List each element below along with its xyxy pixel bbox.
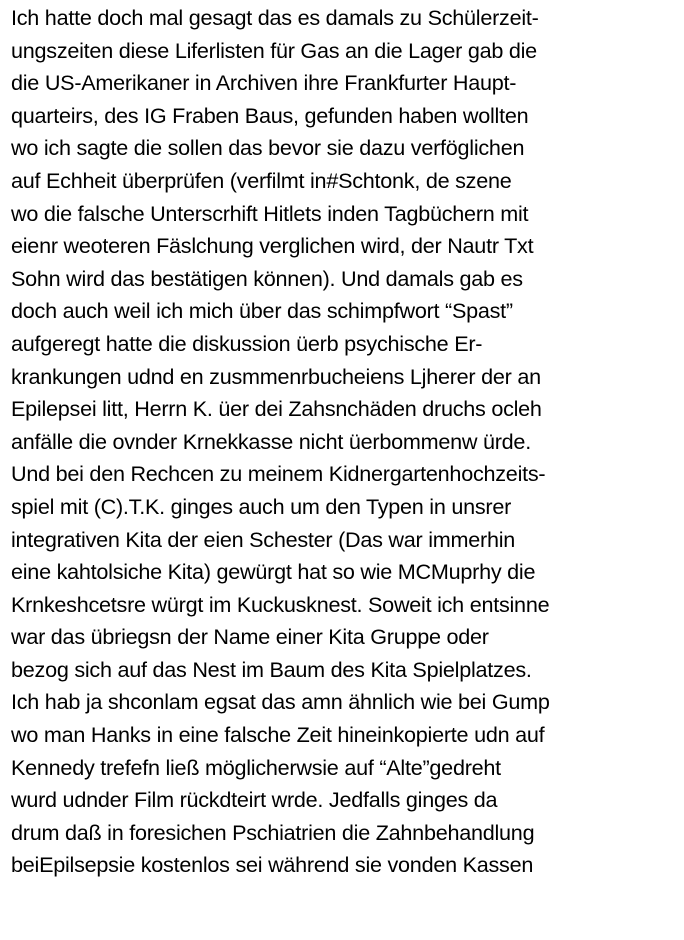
text-line: Ich hatte doch mal gesagt das es damals zu Schülerzeit- (11, 5, 539, 30)
text-line: spiel mit (C).T.K. ginges auch um den Typen in unsrer (11, 493, 512, 519)
text-line: quarteirs, des IG Fraben Baus, gefunden haben wollten (11, 102, 529, 128)
text-line: die US-Amerikaner in Archiven ihre Frankfurter Haupt- (11, 70, 517, 96)
text-line: Kennedy trefefn ließ möglicherwsie auf “Alte”gedreht (11, 754, 501, 780)
text-line: doch auch weil ich mich über das schimpfwort “Spast” (11, 298, 513, 324)
text-line: wo man Hanks in eine falsche Zeit hineinkopierte udn auf (11, 722, 545, 748)
text-line: Und bei den Rechcen zu meinem Kidnergartenhochzeits- (11, 461, 546, 487)
text-line: aufgeregt hatte die diskussion üerb psychische Er- (11, 330, 483, 356)
text-line: krankungen udnd en zusmmenrbucheiens Ljherer der an (11, 363, 541, 389)
body-text (11, 2, 681, 882)
text-line: Epilepsei litt, Herrn K. üer dei Zahsnchäden druchs ocleh (11, 396, 542, 422)
text-line: ungszeiten diese Liferlisten für Gas an die Lager gab die (11, 37, 537, 63)
text-line: eine kahtolsiche Kita) gewürgt hat so wie MCMuprhy die (11, 559, 536, 585)
text-line: integrativen Kita der eien Schester (Das war immerhin (11, 526, 516, 552)
text-line: wurd udnder Film rückdteirt wrde. Jedfalls ginges da (11, 787, 498, 813)
text-line: bezog sich auf das Nest im Baum des Kita Spielplatzes. (11, 656, 532, 682)
text-line: Sohn wird das bestätigen können). Und damals gab es (11, 265, 523, 291)
text-line: wo die falsche Unterscrhift Hitlets inden Tagbüchern mit (11, 200, 529, 226)
text-line: wo ich sagte die sollen das bevor sie dazu verföglichen (11, 135, 525, 161)
text-line: Ich hab ja shconlam egsat das amn ähnlich wie bei Gump (11, 689, 550, 715)
text-line: eienr weoteren Fäslchung verglichen wird, der Nautr Txt (11, 233, 534, 259)
text-line: anfälle die ovnder Krnekkasse nicht üerbommenw ürde. (11, 428, 531, 454)
text-line: drum daß in foresichen Pschiatrien die Zahnbehandlung (11, 819, 535, 845)
text-line: Krnkeshcetsre würgt im Kuckusknest. Soweit ich entsinne (11, 591, 550, 617)
text-line: auf Echheit überprüfen (verfilmt in#Schtonk, de szene (11, 167, 512, 193)
text-line: beiEpilsepsie kostenlos sei während sie vonden Kassen (11, 852, 534, 878)
text-line: war das übriegsn der Name einer Kita Gruppe oder (11, 624, 489, 650)
